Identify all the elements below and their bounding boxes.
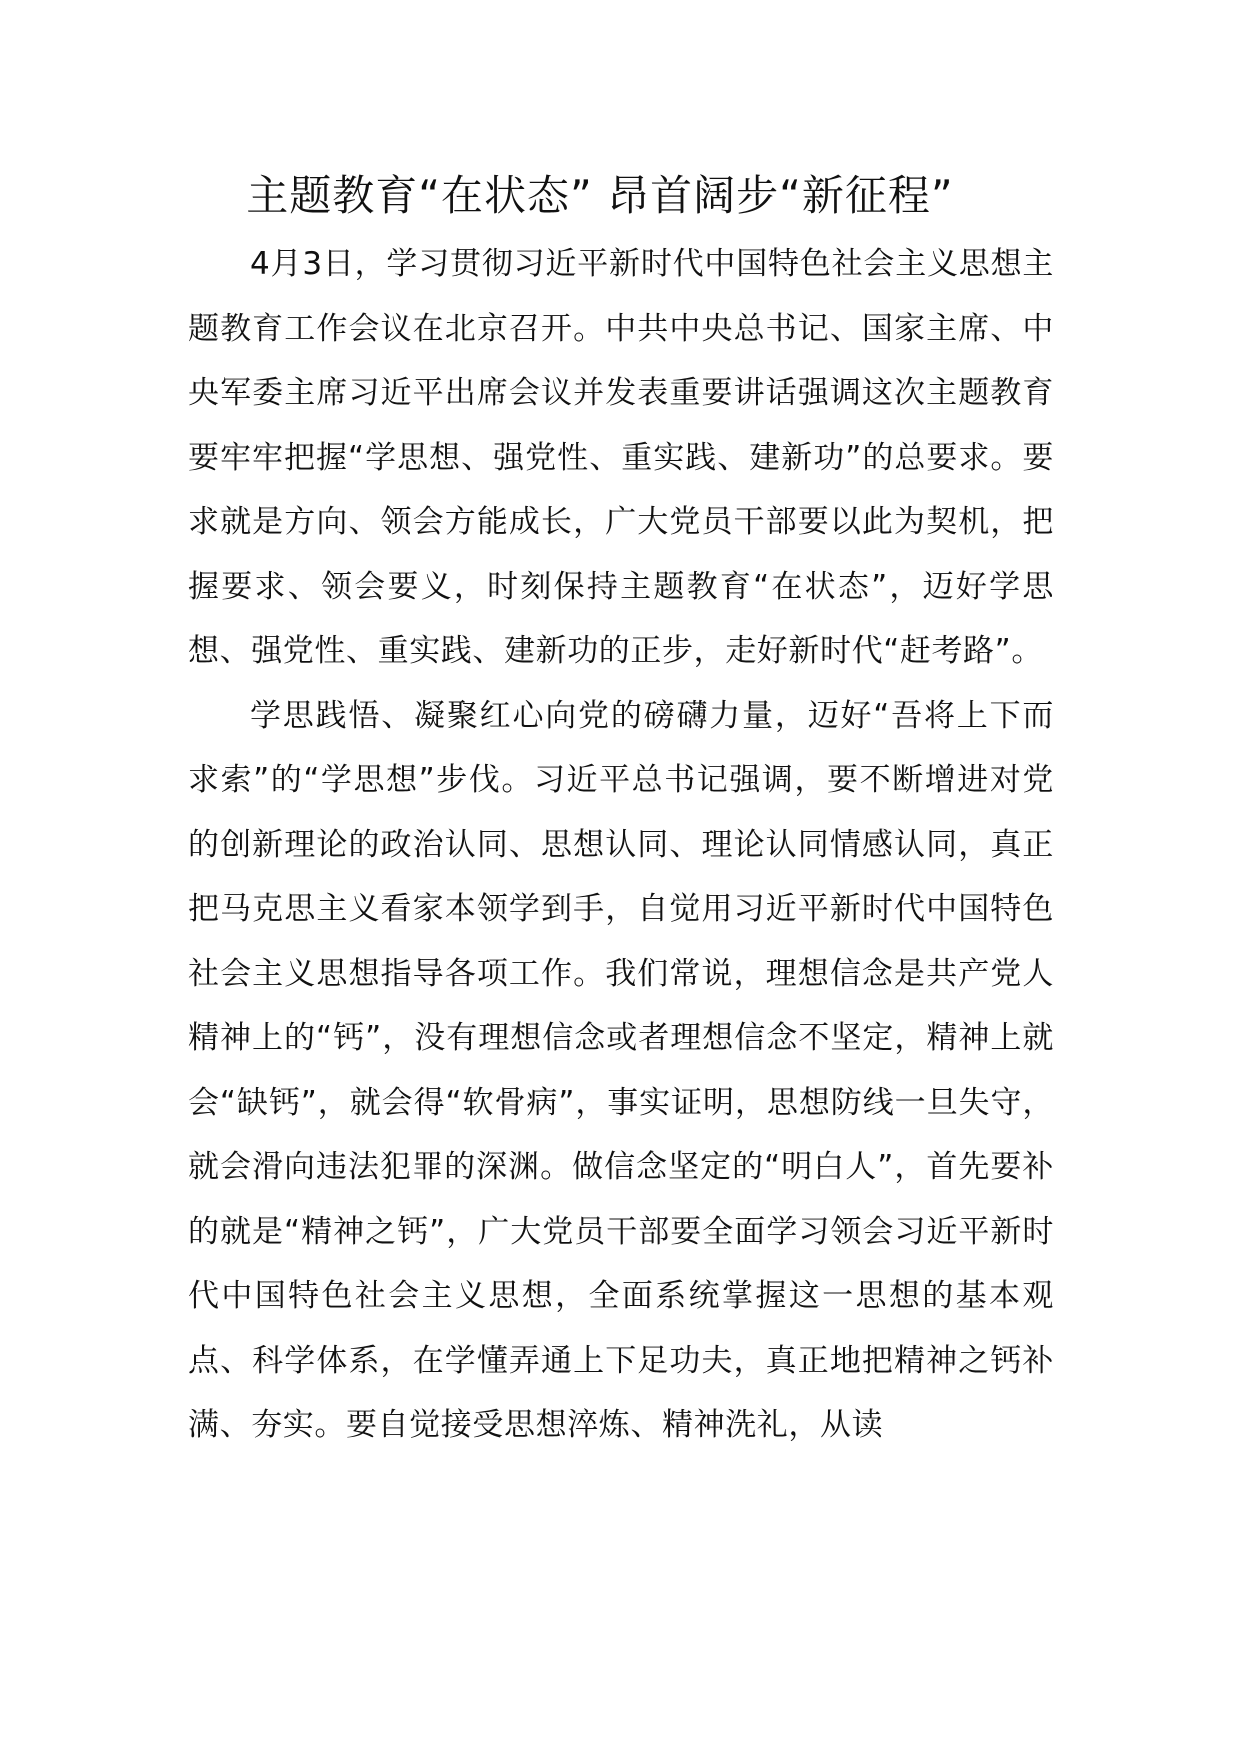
- paragraph-2: 学思践悟、凝聚红心向党的磅礴力量，迈好“吾将上下而求索”的“学思想”步伐。习近平总书记强调，要不断增进对党的创新理论的政治认同、思想认同、理论认同情感认同，真正把马克思主义看家本领学到手，自觉用习近平新时代中国特色社会主义思想指导各项工作。我们常说，理想信念是共产党人精神上的“钙”，没有理想信念或者理想信念不坚定，精神上就会“缺钙”，就会得“软骨病”，事实证明，思想防线一旦失守，就会滑向违法犯罪的深渊。做信念坚定的“明白人”，首先要补的就是“精神之钙”，广大党员干部要全面学习领会习近平新时代中国特色社会主义思想，全面系统掌握这一思想的基本观点、科学体系，在学懂弄通上下足功夫，真正地把精神之钙补满、夯实。要自觉接受思想淬炼、精神洗礼，从读: [188, 697, 1054, 1443]
- document-title: 主题教育“在状态” 昂首阔步“新征程”: [246, 171, 954, 220]
- document-body: [188, 232, 1054, 1458]
- paragraph-1: 4月3日，学习贯彻习近平新时代中国特色社会主义思想主题教育工作会议在北京召开。中共中央总书记、国家主席、中央军委主席习近平出席会议并发表重要讲话强调这次主题教育要牢牢把握“学思想、强党性、重实践、建新功”的总要求。要求就是方向、领会方能成长，广大党员干部要以此为契机，把握要求、领会要义，时刻保持主题教育“在状态”，迈好学思想、强党性、重实践、建新功的正步，走好新时代“赶考路”。: [188, 246, 1054, 669]
